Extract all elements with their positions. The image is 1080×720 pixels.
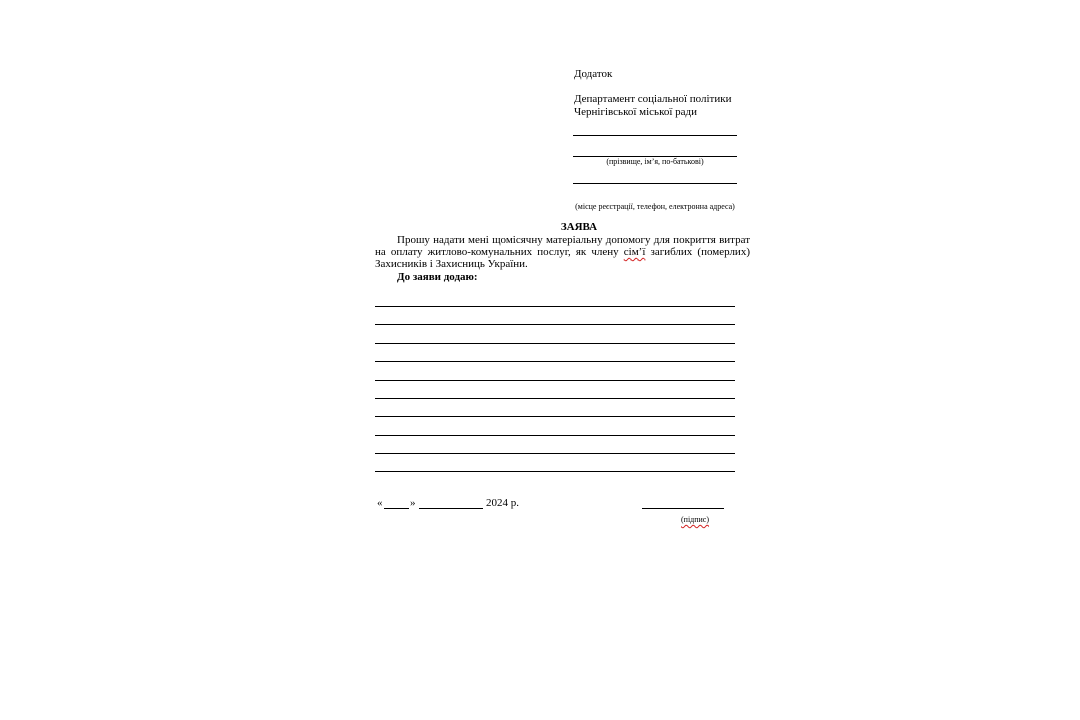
attachment-line <box>375 471 735 472</box>
attachment-line <box>375 398 735 399</box>
applicant-line-1 <box>573 135 737 136</box>
name-caption: (прізвище, ім’я, по-батькові) <box>606 157 704 166</box>
attachments-label: До заяви додаю: <box>397 271 478 283</box>
attachment-line <box>375 380 735 381</box>
date-open-quote: « <box>377 497 383 509</box>
attachment-line <box>375 361 735 362</box>
contact-caption: (місце реєстрації, телефон, електронна адреса) <box>575 202 735 211</box>
attachment-line <box>375 435 735 436</box>
statement-title: ЗАЯВА <box>560 221 598 233</box>
signature-line <box>642 508 724 509</box>
date-year: 2024 р. <box>486 497 519 509</box>
date-month-line <box>419 508 483 509</box>
attachment-line <box>375 453 735 454</box>
misspelled-word: сім’ї <box>623 246 646 259</box>
body-text-start: Прошу надати мені щомісячну матеріальну допомогу для покриття витрат на оплату житлово-комунальних послуг, як члену <box>375 234 750 259</box>
contact-line <box>573 183 737 184</box>
attachment-line <box>375 343 735 344</box>
attachment-line <box>375 306 735 307</box>
body-text-end: загиблих (померлих) Захисників і Захисниць України. <box>375 246 750 271</box>
date-day-line <box>384 508 409 509</box>
appendix-label: Додаток <box>574 68 613 80</box>
department-line-2: Чернігівської міської ради <box>574 106 698 118</box>
attachment-line <box>375 324 735 325</box>
signature-caption: (підпис) <box>681 515 710 524</box>
statement-body <box>375 234 750 271</box>
attachment-line <box>375 416 735 417</box>
department-line-1: Департамент соціальної політики <box>574 93 732 105</box>
date-close-quote: » <box>410 497 416 509</box>
